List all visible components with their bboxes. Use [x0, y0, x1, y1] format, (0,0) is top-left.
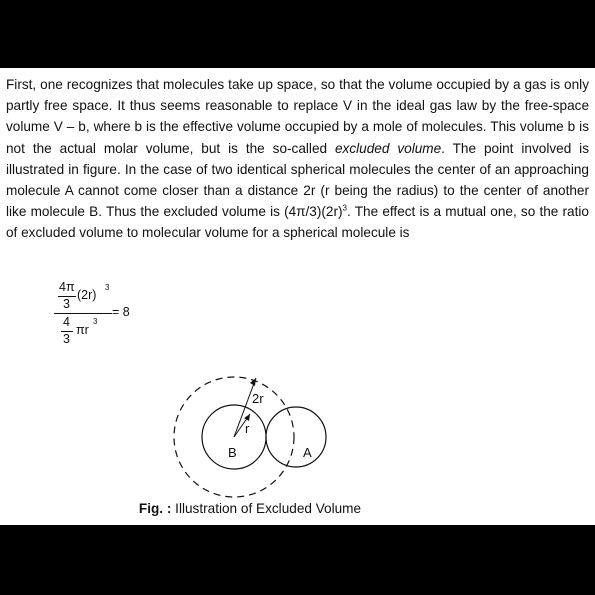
eq-den-fraction-top: 4 [63, 315, 70, 329]
eq-den-term: πr [76, 323, 89, 337]
eq-result: = 8 [112, 305, 130, 319]
label-a: A [303, 445, 312, 460]
figure-caption [0, 501, 500, 516]
molecule-a-circle [266, 407, 326, 467]
document-page [0, 68, 595, 525]
body-paragraph [6, 74, 589, 244]
eq-main-bar [54, 313, 112, 314]
ratio-equation [50, 280, 170, 360]
eq-num-fraction-top: 4π [59, 280, 75, 294]
eq-num-exponent: 3 [105, 283, 110, 292]
paragraph-text-3: . The effect is a mutual one, so the ratio of excluded volume to molecular volume for a spherical molecule is [6, 204, 589, 241]
label-2r: 2r [252, 391, 264, 406]
radius-2r-arrowhead [250, 378, 256, 386]
caption-text: Illustration of Excluded Volume [171, 501, 362, 516]
cube-superscript: 3 [342, 203, 347, 213]
label-r: r [245, 421, 250, 436]
eq-den-exponent: 3 [93, 317, 98, 326]
eq-num-term: (2r) [77, 288, 97, 302]
eq-num-fraction-bottom: 3 [63, 297, 70, 311]
excluded-volume-diagram [160, 368, 310, 498]
radius-r-arrowhead [244, 414, 250, 421]
paragraph-text-1: First, one recognizes that molecules take up space, so that the volume occupied by a gas is only partly free space. It thus seems reasonable to replace V in the ideal gas law by the free-space volume V – b, where b is the effective volume occupied by a mole of molecules. This volume b is not the actual molar volume, but is the so-called [6, 77, 589, 156]
paragraph-text-2: . The point involved is illustrated in figure. In the case of two identical spherical molecules the center of an approaching molecule A cannot come closer than a distance 2r (r being the radius) to the center of another like molecule B. Thus the excluded volume is (4π/3)(2r) [6, 140, 589, 220]
eq-den-fraction-bottom: 3 [63, 332, 70, 346]
excluded-volume-term: excluded volume [335, 140, 442, 156]
label-b: B [228, 445, 237, 460]
caption-label: Fig. : [138, 501, 172, 516]
